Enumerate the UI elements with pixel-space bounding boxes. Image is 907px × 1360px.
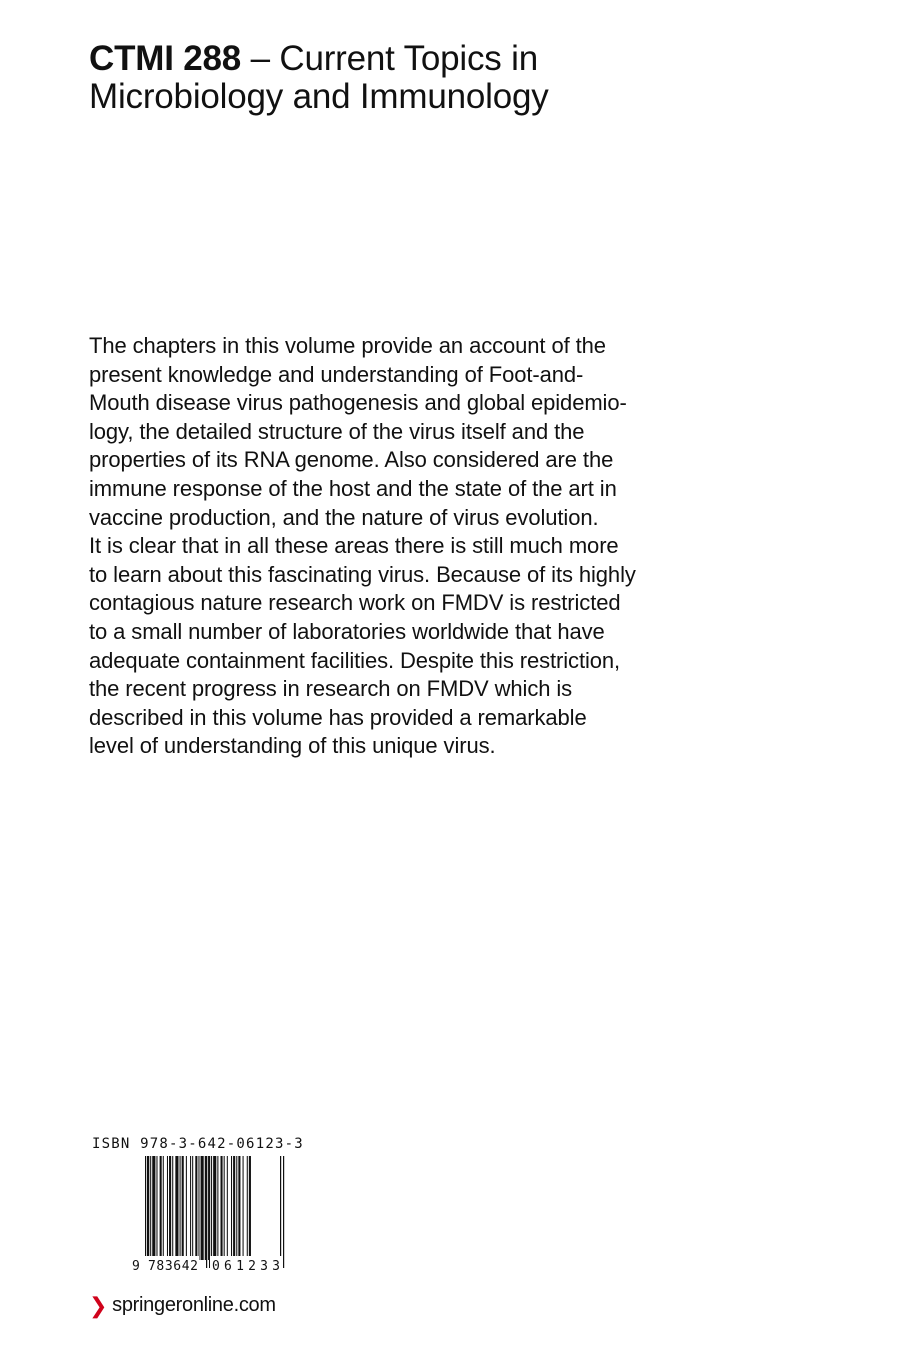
barcode-guard-bar xyxy=(280,1156,281,1268)
description-line: level of understanding of this unique virus. xyxy=(89,733,496,759)
title-line-2: Microbiology and Immunology xyxy=(89,77,549,116)
description-line: to learn about this fascinating virus. Because of its highly xyxy=(89,561,636,587)
publisher-link[interactable] xyxy=(89,1294,276,1317)
description-line: to a small number of laboratories worldwide that have xyxy=(89,618,605,644)
title-separator: – xyxy=(241,39,280,78)
barcode-bar xyxy=(201,1156,204,1260)
barcode-bar xyxy=(175,1156,178,1260)
barcode-left-digits: 783642 xyxy=(148,1259,198,1274)
description-line: immune response of the host and the state of the art in xyxy=(89,475,617,501)
description-line: adequate containment facilities. Despite this restriction, xyxy=(89,647,621,673)
description-line: the recent progress in research on FMDV which is xyxy=(89,676,573,702)
book-title xyxy=(89,40,849,116)
isbn-barcode xyxy=(128,1156,288,1274)
description-line: It is clear that in all these areas there is still much more xyxy=(89,533,619,559)
barcode-bar xyxy=(160,1156,162,1260)
barcode-bar xyxy=(243,1156,244,1260)
description-line: contagious nature research work on FMDV is restricted xyxy=(89,590,621,616)
chevron-right-icon: ❯ xyxy=(89,1292,108,1318)
barcode-bar xyxy=(236,1156,237,1260)
barcode-bar xyxy=(192,1156,193,1260)
barcode-bar xyxy=(238,1156,240,1260)
barcode-bar xyxy=(247,1156,248,1260)
barcode-bar xyxy=(208,1156,209,1260)
barcode-guard-bar xyxy=(148,1156,149,1268)
barcode-bar xyxy=(249,1156,251,1260)
barcode-guard-bar xyxy=(145,1156,146,1268)
barcode-right-digits: 061233 xyxy=(212,1259,280,1274)
title-line-1 xyxy=(89,40,849,78)
barcode-bar xyxy=(150,1156,151,1260)
description-line: present knowledge and understanding of Foot-and- xyxy=(89,361,584,387)
barcode-bar xyxy=(217,1156,218,1260)
barcode-bar xyxy=(156,1156,157,1260)
barcode-bar xyxy=(180,1156,181,1260)
description-line: described in this volume has provided a remarkable xyxy=(89,704,587,730)
barcode-bar xyxy=(172,1156,173,1260)
barcode-guard-bar xyxy=(283,1156,284,1268)
description-line: logy, the detailed structure of the virus itself and the xyxy=(89,418,585,444)
barcode-bar xyxy=(213,1156,216,1260)
barcode-bar xyxy=(167,1156,168,1260)
barcode-guard-bar xyxy=(206,1156,207,1268)
publisher-url: springeronline.com xyxy=(112,1294,276,1316)
barcode-guard-bar xyxy=(209,1156,210,1268)
barcode-bar xyxy=(211,1156,212,1260)
barcode-bar xyxy=(233,1156,235,1260)
barcode-graphic xyxy=(128,1156,288,1274)
barcode-bar xyxy=(169,1156,171,1260)
description-line: The chapters in this volume provide an account of the xyxy=(89,333,606,358)
barcode-bar xyxy=(198,1156,199,1260)
isbn-label: ISBN 978-3-642-06123-3 xyxy=(92,1136,304,1152)
barcode-bar xyxy=(182,1156,184,1260)
barcode-first-digit: 9 xyxy=(132,1259,140,1274)
barcode-bar xyxy=(227,1156,228,1260)
barcode-bar xyxy=(190,1156,191,1260)
back-cover-description xyxy=(89,332,729,761)
barcode-bars xyxy=(145,1156,284,1268)
barcode-bar xyxy=(186,1156,187,1260)
barcode-bar xyxy=(224,1156,225,1260)
description-line: properties of its RNA genome. Also considered are the xyxy=(89,447,614,473)
barcode-bar xyxy=(221,1156,223,1260)
series-number: CTMI 288 xyxy=(89,39,242,78)
barcode-bar xyxy=(231,1156,232,1260)
title-line-1-rest: Current Topics in xyxy=(279,39,538,78)
barcode-bar xyxy=(195,1156,197,1260)
description-line: vaccine production, and the nature of virus evolution. xyxy=(89,504,599,530)
barcode-bar xyxy=(163,1156,164,1260)
description-line: Mouth disease virus pathogenesis and global epidemio- xyxy=(89,390,627,416)
barcode-bar xyxy=(152,1156,155,1260)
